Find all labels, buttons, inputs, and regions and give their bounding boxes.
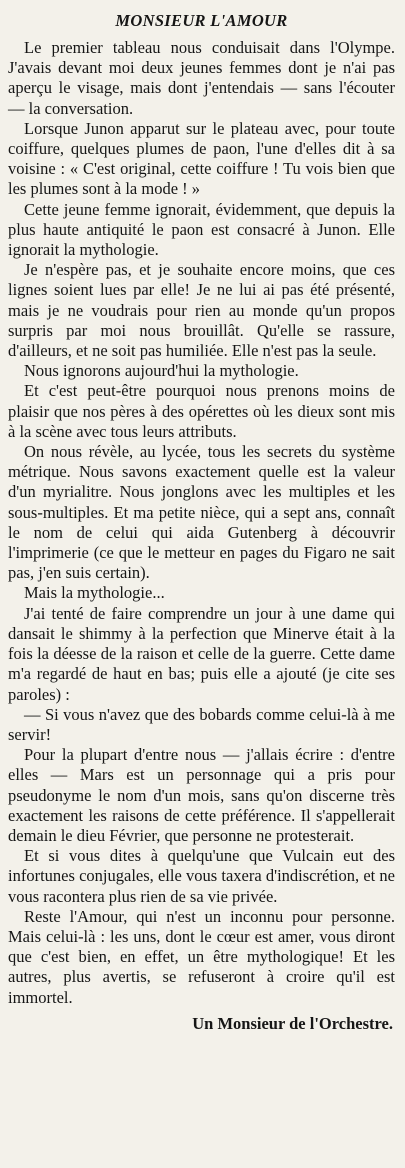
paragraph: Mais la mythologie... xyxy=(24,583,165,603)
paragraph: Et c'est peut-être pourquoi nous prenons moins de plaisir que nos pères à des opérettes où les dieux sont mis à la scène avec tous leurs attributs. xyxy=(8,381,395,441)
paragraph: On nous révèle, au lycée, tous les secrets du système métrique. Nous savons exactement quelle est la valeur d'un myrialitre. Nous jonglons avec les multiples et les sous-multiples. Et ma petite nièce, qui a sept ans, connaît le nom de celui qui aida Gutenberg à découvrir l'imprimerie (ce que le metteur en pages du Figaro ne sait pas, j'en suis certain). xyxy=(8,442,395,583)
paragraph: — Si vous n'avez que des bobards comme celui-là à me servir! xyxy=(8,704,395,744)
paragraph: Lorsque Junon apparut sur le plateau avec, pour toute coiffure, quelques plumes de paon, l'une d'elles dit à sa voisine : « C'est original, cette coiffure ! Tu vois bien que les plumes sont à la mode ! » xyxy=(8,118,395,199)
article-signature: Un Monsieur de l'Orchestre. xyxy=(192,1013,393,1033)
paragraph: Et si vous dites à quelqu'une que Vulcain eut des infortunes conjugales, elle vous taxera d'indiscrétion, et ne vous racontera plus rien de sa vie privée. xyxy=(8,846,395,906)
paragraph: Je n'espère pas, et je souhaite encore moins, que ces lignes soient lues par elle! Je ne lui ai pas été présenté, mais je ne voudrais pour rien au monde qu'un propos surpris par moi nous brouillât. Qu'elle se rassure, d'ailleurs, et ne soit pas humiliée. Elle n'est pas la seule. xyxy=(8,260,395,361)
paragraph: Le premier tableau nous conduisait dans l'Olympe. J'avais devant moi deux jeunes femmes dont je n'ai pas aperçu le visage, mais dont j'entendais — sans l'écouter — la conversation. xyxy=(8,38,395,118)
paragraph: Reste l'Amour, qui n'est un inconnu pour personne. Mais celui-là : les uns, dont le cœur est amer, vous diront que c'est bien, en effet, un être mythologique! Et les autres, plus avertis, se refuseront à croire qu'il est immortel. xyxy=(8,906,395,1007)
paragraph: Cette jeune femme ignorait, évidemment, que depuis la plus haute antiquité le paon est consacré à Junon. Elle ignorait la mythologie. xyxy=(8,199,395,260)
article-title: MONSIEUR L'AMOUR xyxy=(115,11,288,30)
paragraph: Pour la plupart d'entre nous — j'allais écrire : d'entre elles — Mars est un personnage qui a pris pour pseudonyme le nom d'un mois, sans qu'on discerne très exactement les raisons de cette préférence. Il s'appellerait demain le dieu Février, que personne ne protesterait. xyxy=(8,745,395,845)
paragraph: Nous ignorons aujourd'hui la mythologie. xyxy=(24,361,299,381)
paragraph: J'ai tenté de faire comprendre un jour à une dame qui dansait le shimmy à la perfection que Minerve était à la fois la déesse de la raison et celle de la guerre. Cette dame m'a regardé de haut en bas; puis elle a ajouté (je cite ses paroles) : xyxy=(8,603,395,704)
article-body xyxy=(8,38,395,1008)
